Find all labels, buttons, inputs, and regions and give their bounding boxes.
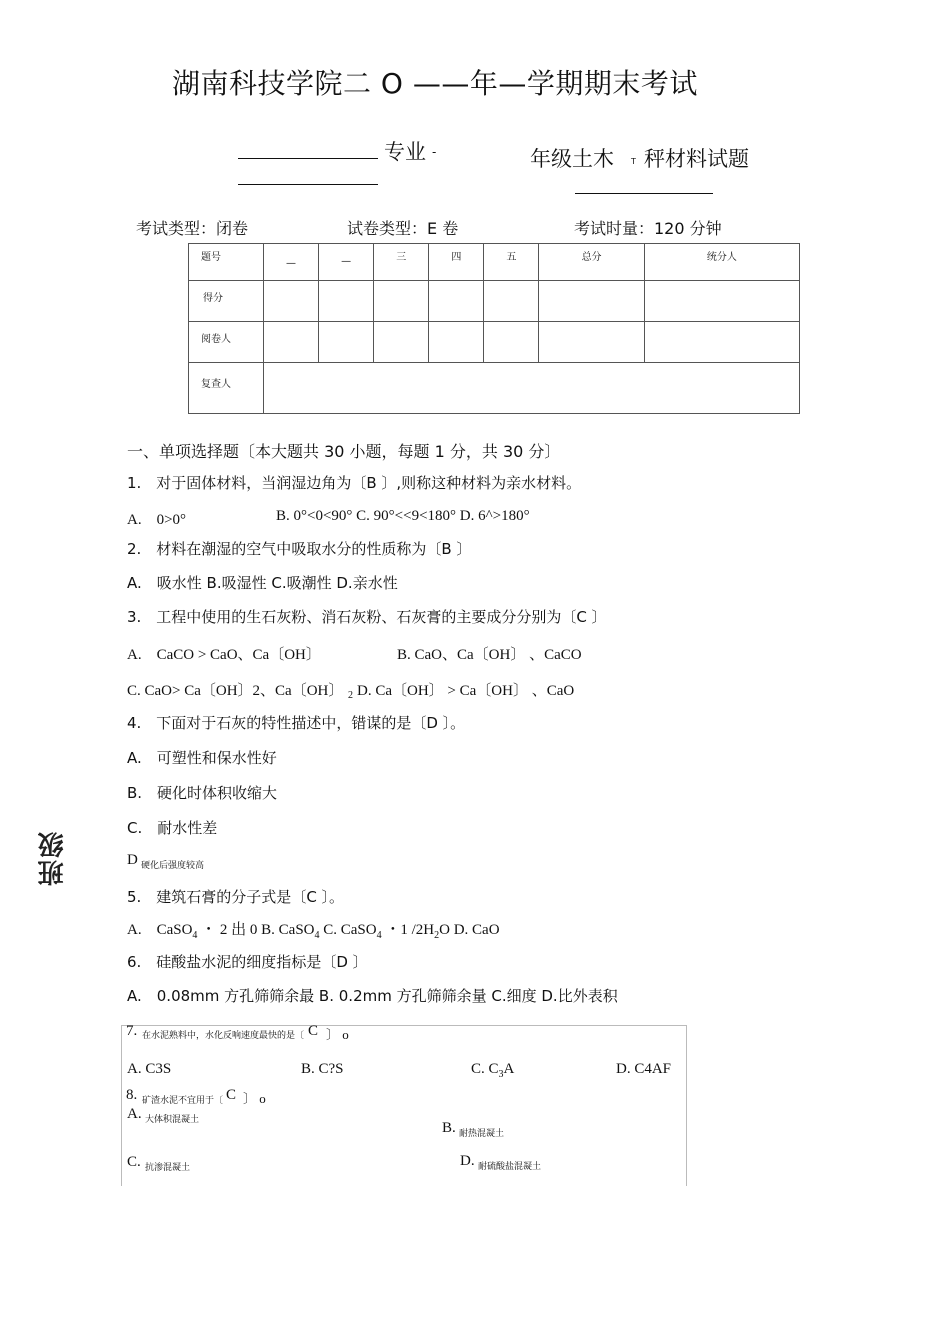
grader-cell[interactable]	[644, 322, 799, 363]
grade-mark: T	[631, 157, 636, 166]
score-cell[interactable]	[644, 281, 799, 322]
question-7-option-c: C. $C_3A$	[471, 1061, 515, 1080]
question-8-text: 矿渣水泥不宜用于〔	[142, 1096, 224, 1106]
question-6: 6. 硅酸盐水泥的细度指标是〔D 〕	[127, 953, 368, 971]
class-binding-label: 班级	[38, 830, 68, 886]
exam-duration: 考试时量：120 分钟	[574, 219, 722, 238]
grader-cell[interactable]	[374, 322, 429, 363]
question-8-option-d-letter: D.	[460, 1153, 475, 1169]
header-cell-1: —	[264, 244, 319, 281]
question-5-options: A. CaSO$_4$ ・ 2 出 0 B. CaSO$_4$ C. CaSO$_4$ ・1 $/2H_2O$ D. CaO	[127, 922, 500, 941]
question-3-option-d: D. Ca〔OH〕 > Ca〔OH〕 、CaO	[357, 683, 575, 699]
question-8-option-c-letter: C.	[127, 1154, 141, 1170]
major-blank-line-1	[238, 158, 378, 159]
question-7-answer: C	[308, 1023, 319, 1039]
header-cell-3: 三	[374, 244, 429, 281]
question-4-option-d-letter: D	[127, 852, 138, 868]
score-cell[interactable]	[539, 281, 644, 322]
subject-blank-line	[575, 193, 713, 194]
grader-cell[interactable]	[484, 322, 539, 363]
reviewer-cell[interactable]	[264, 363, 800, 414]
question-4-option-d-text: 硬化后强度较高	[141, 861, 205, 871]
major-label: 专业	[384, 140, 426, 164]
score-table	[188, 243, 800, 414]
question-8-option-a: 大体积混凝土	[145, 1115, 200, 1125]
header-cell-total: 总分	[539, 244, 644, 281]
question-4-option-b: B. 硬化时体积收缩大	[127, 784, 278, 802]
question-5: 5. 建筑石膏的分子式是〔C 〕。	[127, 888, 345, 906]
exam-title: 湖南科技学院二 O ——年—学期期末考试	[172, 67, 698, 100]
subject-title: 秤材料试题	[644, 147, 749, 171]
question-8-end: 〕 o	[243, 1091, 266, 1106]
question-7-option-b: B. C?S	[301, 1061, 344, 1077]
question-4-option-a: A. 可塑性和保水性好	[127, 749, 277, 767]
question-8-option-a-letter: A.	[127, 1106, 142, 1122]
question-3-option-a: A. CaCO > CaO、Ca〔OH〕	[127, 647, 321, 663]
header-cell-5: 五	[484, 244, 539, 281]
grade-label: 年级土木	[530, 147, 614, 171]
score-cell[interactable]	[374, 281, 429, 322]
question-1-options-bcd: B. 0°<0<90° C. 90°<<9<180° D. 6^>180°	[276, 508, 530, 524]
score-cell[interactable]	[319, 281, 374, 322]
question-3-option-c: C. CaO> Ca〔OH〕2、Ca〔OH〕	[127, 683, 344, 699]
question-7-text: 在水泥熟料中，水化反响速度最快的是〔	[142, 1031, 305, 1041]
question-3-option-b: B. CaO、Ca〔OH〕 、CaCO	[397, 647, 582, 663]
question-3: 3. 工程中使用的生石灰粉、消石灰粉、石灰膏的主要成分分别为〔C 〕	[127, 608, 607, 626]
row-label-score: 得分	[189, 281, 264, 322]
question-8-answer: C	[226, 1087, 237, 1103]
question-6-options: A. 0.08mm 方孔筛筛余最 B. 0.2mm 方孔筛筛余量 C.细度 D.比外表积	[127, 987, 618, 1005]
major-dash: -	[432, 145, 437, 159]
question-3-subscript: 2	[348, 690, 353, 701]
question-1-option-a: A. 0>0°	[127, 512, 187, 528]
question-8-number: 8.	[126, 1087, 138, 1103]
paper-type: 试卷类型：E 卷	[347, 219, 459, 238]
question-8-option-d: 耐硫酸盐混凝土	[478, 1162, 542, 1172]
question-7-option-d: D. C4AF	[616, 1061, 672, 1077]
score-cell[interactable]	[484, 281, 539, 322]
section-heading: 一、单项选择题〔本大题共 30 小题，每题 1 分，共 30 分〕	[127, 442, 561, 461]
grader-cell[interactable]	[429, 322, 484, 363]
question-8-option-b: 耐热混凝土	[459, 1129, 505, 1139]
header-cell-tally: 统分人	[644, 244, 799, 281]
exam-type: 考试类型：闭卷	[136, 219, 249, 238]
score-cell[interactable]	[429, 281, 484, 322]
score-cell[interactable]	[264, 281, 319, 322]
grader-cell[interactable]	[539, 322, 644, 363]
row-label-reviewer: 复查人	[189, 363, 264, 414]
question-7-option-a: A. C3S	[127, 1061, 172, 1077]
header-cell-number: 题号	[189, 244, 264, 281]
question-7-number: 7.	[126, 1023, 138, 1039]
question-2: 2. 材料在潮湿的空气中吸取水分的性质称为〔B 〕	[127, 540, 472, 558]
question-4: 4. 下面对于石灰的特性描述中，错谋的是〔D 〕。	[127, 714, 466, 732]
header-cell-4: 四	[429, 244, 484, 281]
question-4-option-c: C. 耐水性差	[127, 819, 218, 837]
question-1: 1. 对于固体材料，当润湿边角为〔B 〕,则称这种材料为亲水材料。	[127, 474, 582, 492]
question-7-end: 〕 o	[326, 1027, 349, 1042]
row-label-grader: 阅卷人	[189, 322, 264, 363]
header-cell-2: —	[319, 244, 374, 281]
question-2-options: A. 吸水性 B.吸湿性 C.吸潮性 D.亲水性	[127, 574, 398, 592]
question-8-option-b-letter: B.	[442, 1120, 456, 1136]
grader-cell[interactable]	[264, 322, 319, 363]
question-8-option-c: 抗渗混凝土	[145, 1163, 191, 1173]
major-blank-line-2	[238, 184, 378, 185]
grader-cell[interactable]	[319, 322, 374, 363]
